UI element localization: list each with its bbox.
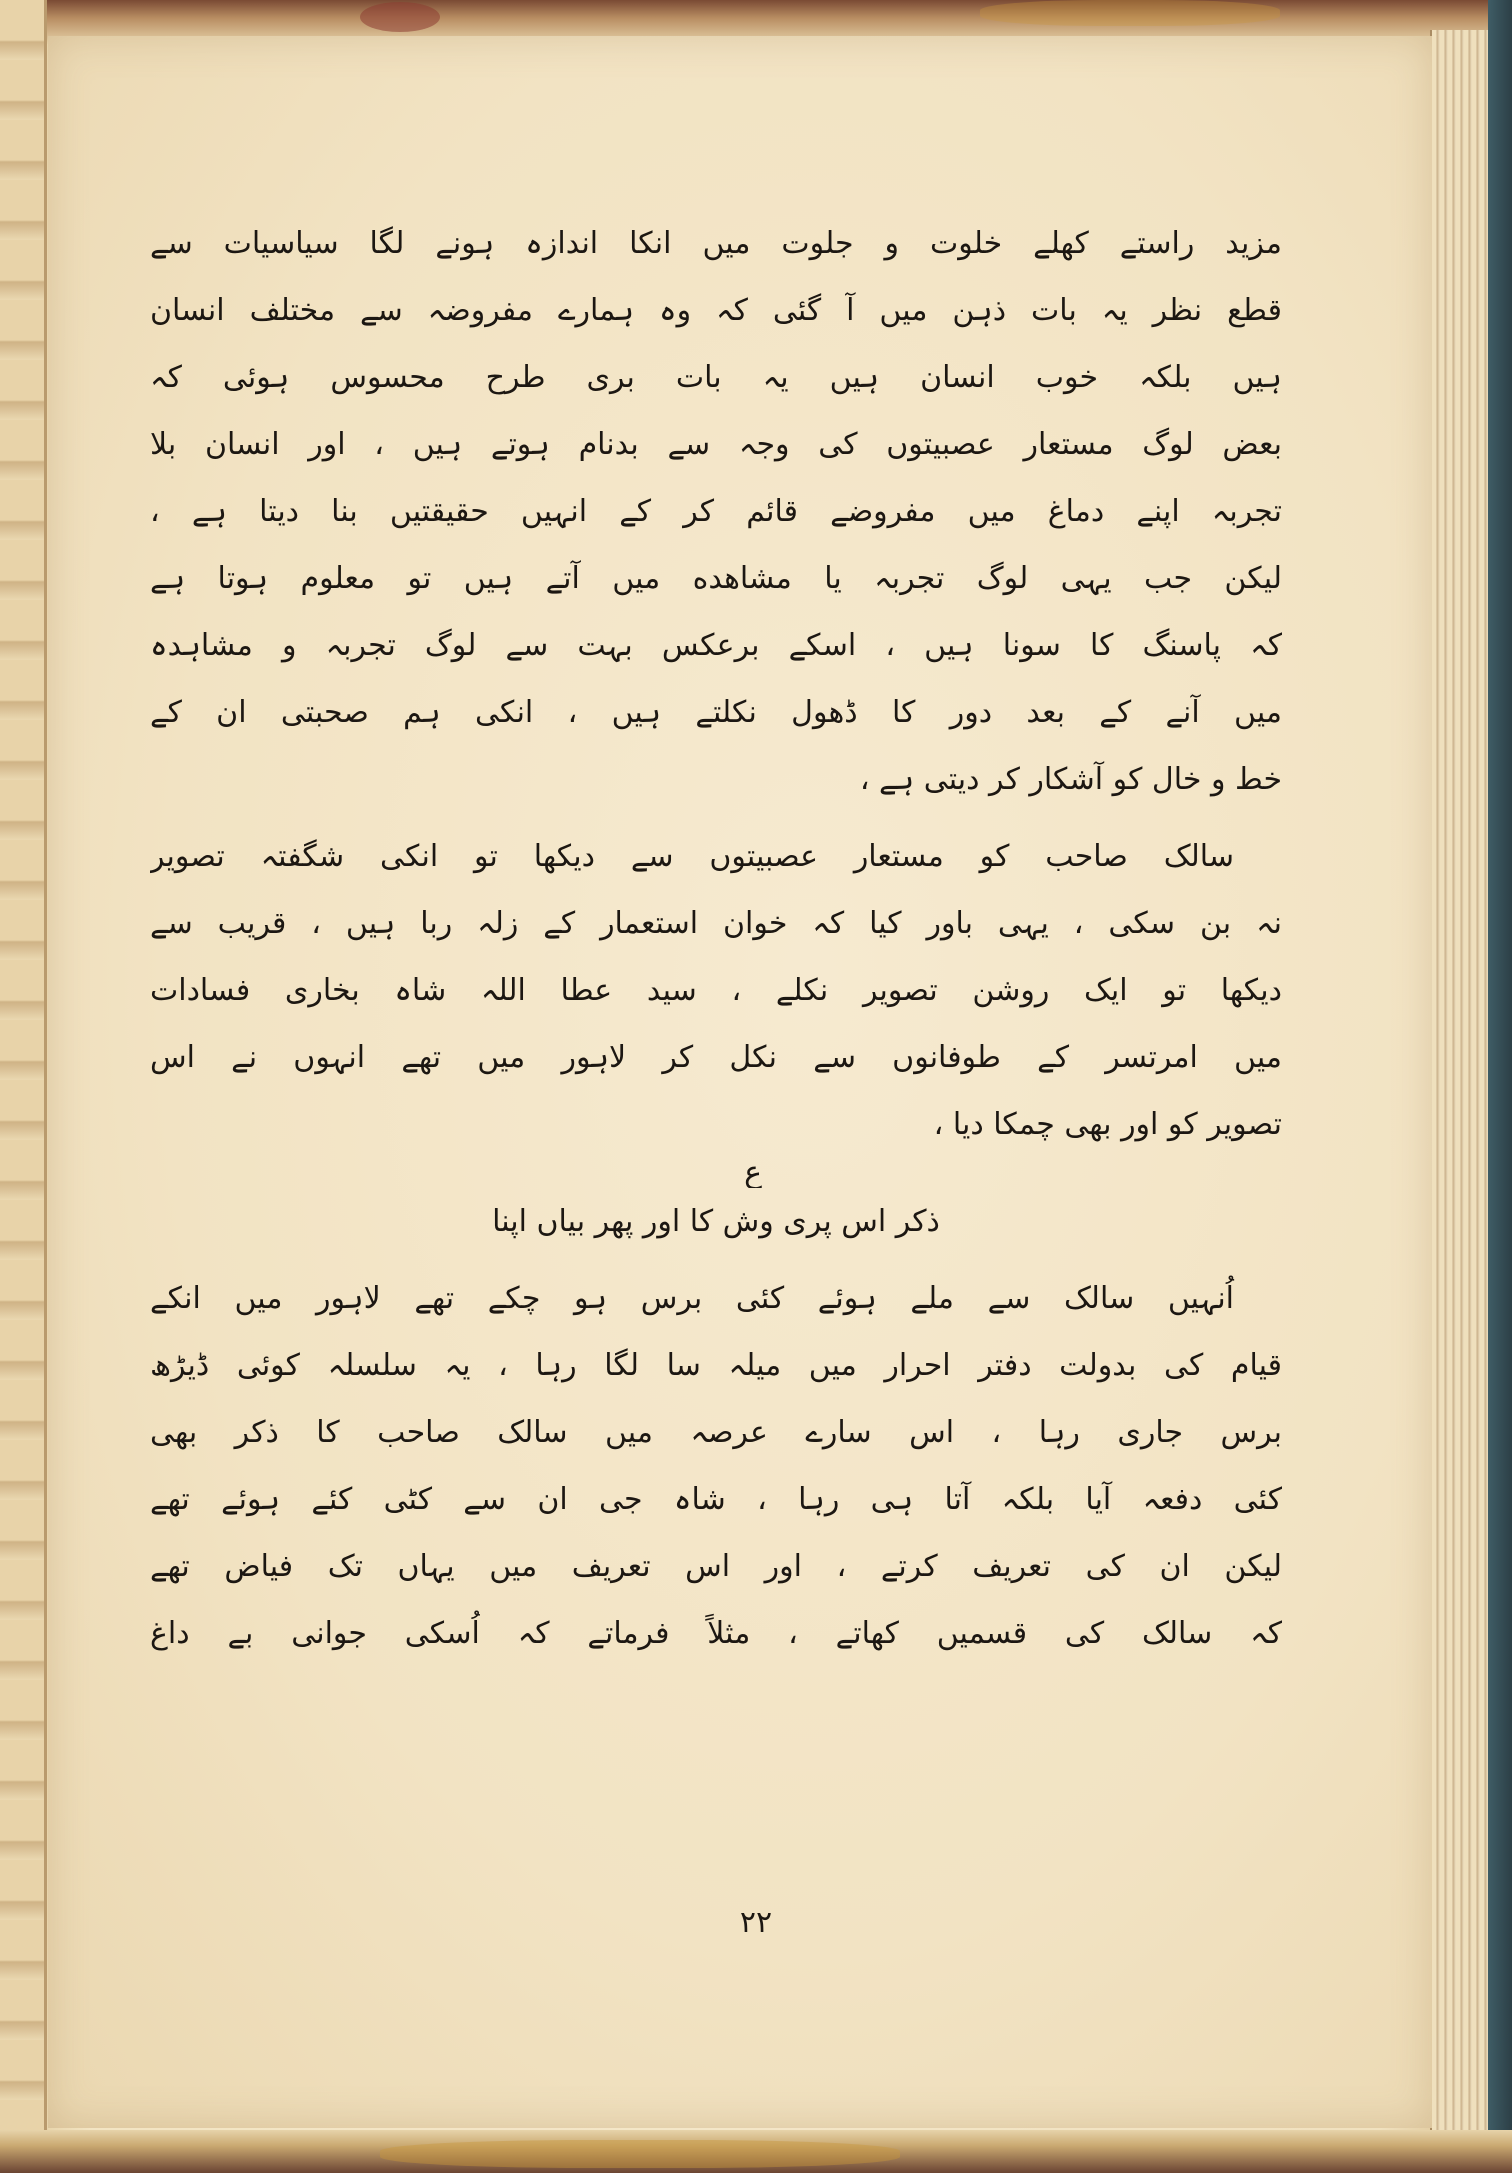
water-stain — [380, 2140, 900, 2168]
verse-mark: ع — [744, 1158, 762, 1188]
text-line: کہ سالک کی قسمیں کھاتے ، مثلاً فرماتے کہ اُسکی جوانی بے داغ — [150, 1616, 1282, 1651]
text-line: کہ پاسنگ کا سونا ہیں ، اسکے برعکس بہت سے لوگ تجربہ و مشاہدہ — [150, 628, 1282, 663]
text-line: کئی دفعہ آیا بلکہ آتا ہی رہا ، شاہ جی ان سے کٹی کئے ہوئے تھے — [150, 1482, 1282, 1517]
book-cover-edge — [1488, 0, 1512, 2173]
paragraph-3 — [150, 1265, 1282, 1667]
text-line: برس جاری رہا ، اس سارے عرصہ میں سالک صاحب کا ذکر بھی — [150, 1415, 1282, 1450]
body-text — [150, 210, 1282, 1667]
left-binding-edge — [0, 0, 47, 2173]
text-line: میں امرتسر کے طوفانوں سے نکل کر لاہور میں تھے انہوں نے اس — [150, 1040, 1282, 1075]
text-line: سالک صاحب کو مستعار عصبیتوں سے دیکھا تو انکی شگفتہ تصویر — [150, 839, 1234, 874]
text-line: لیکن جب یہی لوگ تجربہ یا مشاهده میں آتے ہیں تو معلوم ہوتا ہے — [150, 561, 1282, 596]
text-line: ہیں بلکہ خوب انسان ہیں یہ بات بری طرح محسوس ہوئی کہ — [150, 360, 1282, 395]
text-line: قطع نظر یہ بات ذہن میں آ گئی کہ وہ ہمارے مفروضہ سے مختلف انسان — [150, 293, 1282, 328]
text-line: مزید راستے کھلے خلوت و جلوت میں انکا اندازہ ہونے لگا سیاسیات سے — [150, 226, 1282, 261]
text-line: تجربہ اپنے دماغ میں مفروضے قائم کر کے انہیں حقیقتیں بنا دیتا ہے ، — [150, 494, 1282, 529]
page-number: ٢٢ — [739, 1905, 773, 1940]
ink-stain — [360, 2, 440, 32]
water-stain — [980, 0, 1280, 26]
text-line: لیکن ان کی تعریف کرتے ، اور اس تعریف میں یہاں تک فیاض تھے — [150, 1549, 1282, 1584]
verse-line: ذکر اس پری وش کا اور پھر بیاں اپنا — [492, 1204, 940, 1239]
text-line: قیام کی بدولت دفتر احرار میں میلہ سا لگا رہا ، یہ سلسلہ کوئی ڈیڑھ — [150, 1348, 1282, 1383]
paragraph-1 — [150, 210, 1282, 813]
paragraph-2 — [150, 823, 1282, 1158]
text-line: بعض لوگ مستعار عصبیتوں کی وجہ سے بدنام ہوتے ہیں ، اور انسان بلا — [150, 427, 1282, 462]
text-line: اُنہیں سالک سے ملے ہوئے کئی برس ہو چکے تھے لاہور میں انکے — [150, 1281, 1234, 1316]
text-line: نہ بن سکی ، یہی باور کیا کہ خوان استعمار کے زلہ ربا ہیں ، قریب سے — [150, 906, 1282, 941]
text-line: میں آنے کے بعد دور کا ڈھول نکلتے ہیں ، انکی ہم صحبتی ان کے — [150, 695, 1282, 730]
text-line: خط و خال کو آشکار کر دیتی ہے ، — [859, 762, 1282, 797]
text-line: دیکھا تو ایک روشن تصویر نکلے ، سید عطا اللہ شاہ بخاری فسادات — [150, 973, 1282, 1008]
text-line: تصویر کو اور بھی چمکا دیا ، — [933, 1107, 1282, 1142]
